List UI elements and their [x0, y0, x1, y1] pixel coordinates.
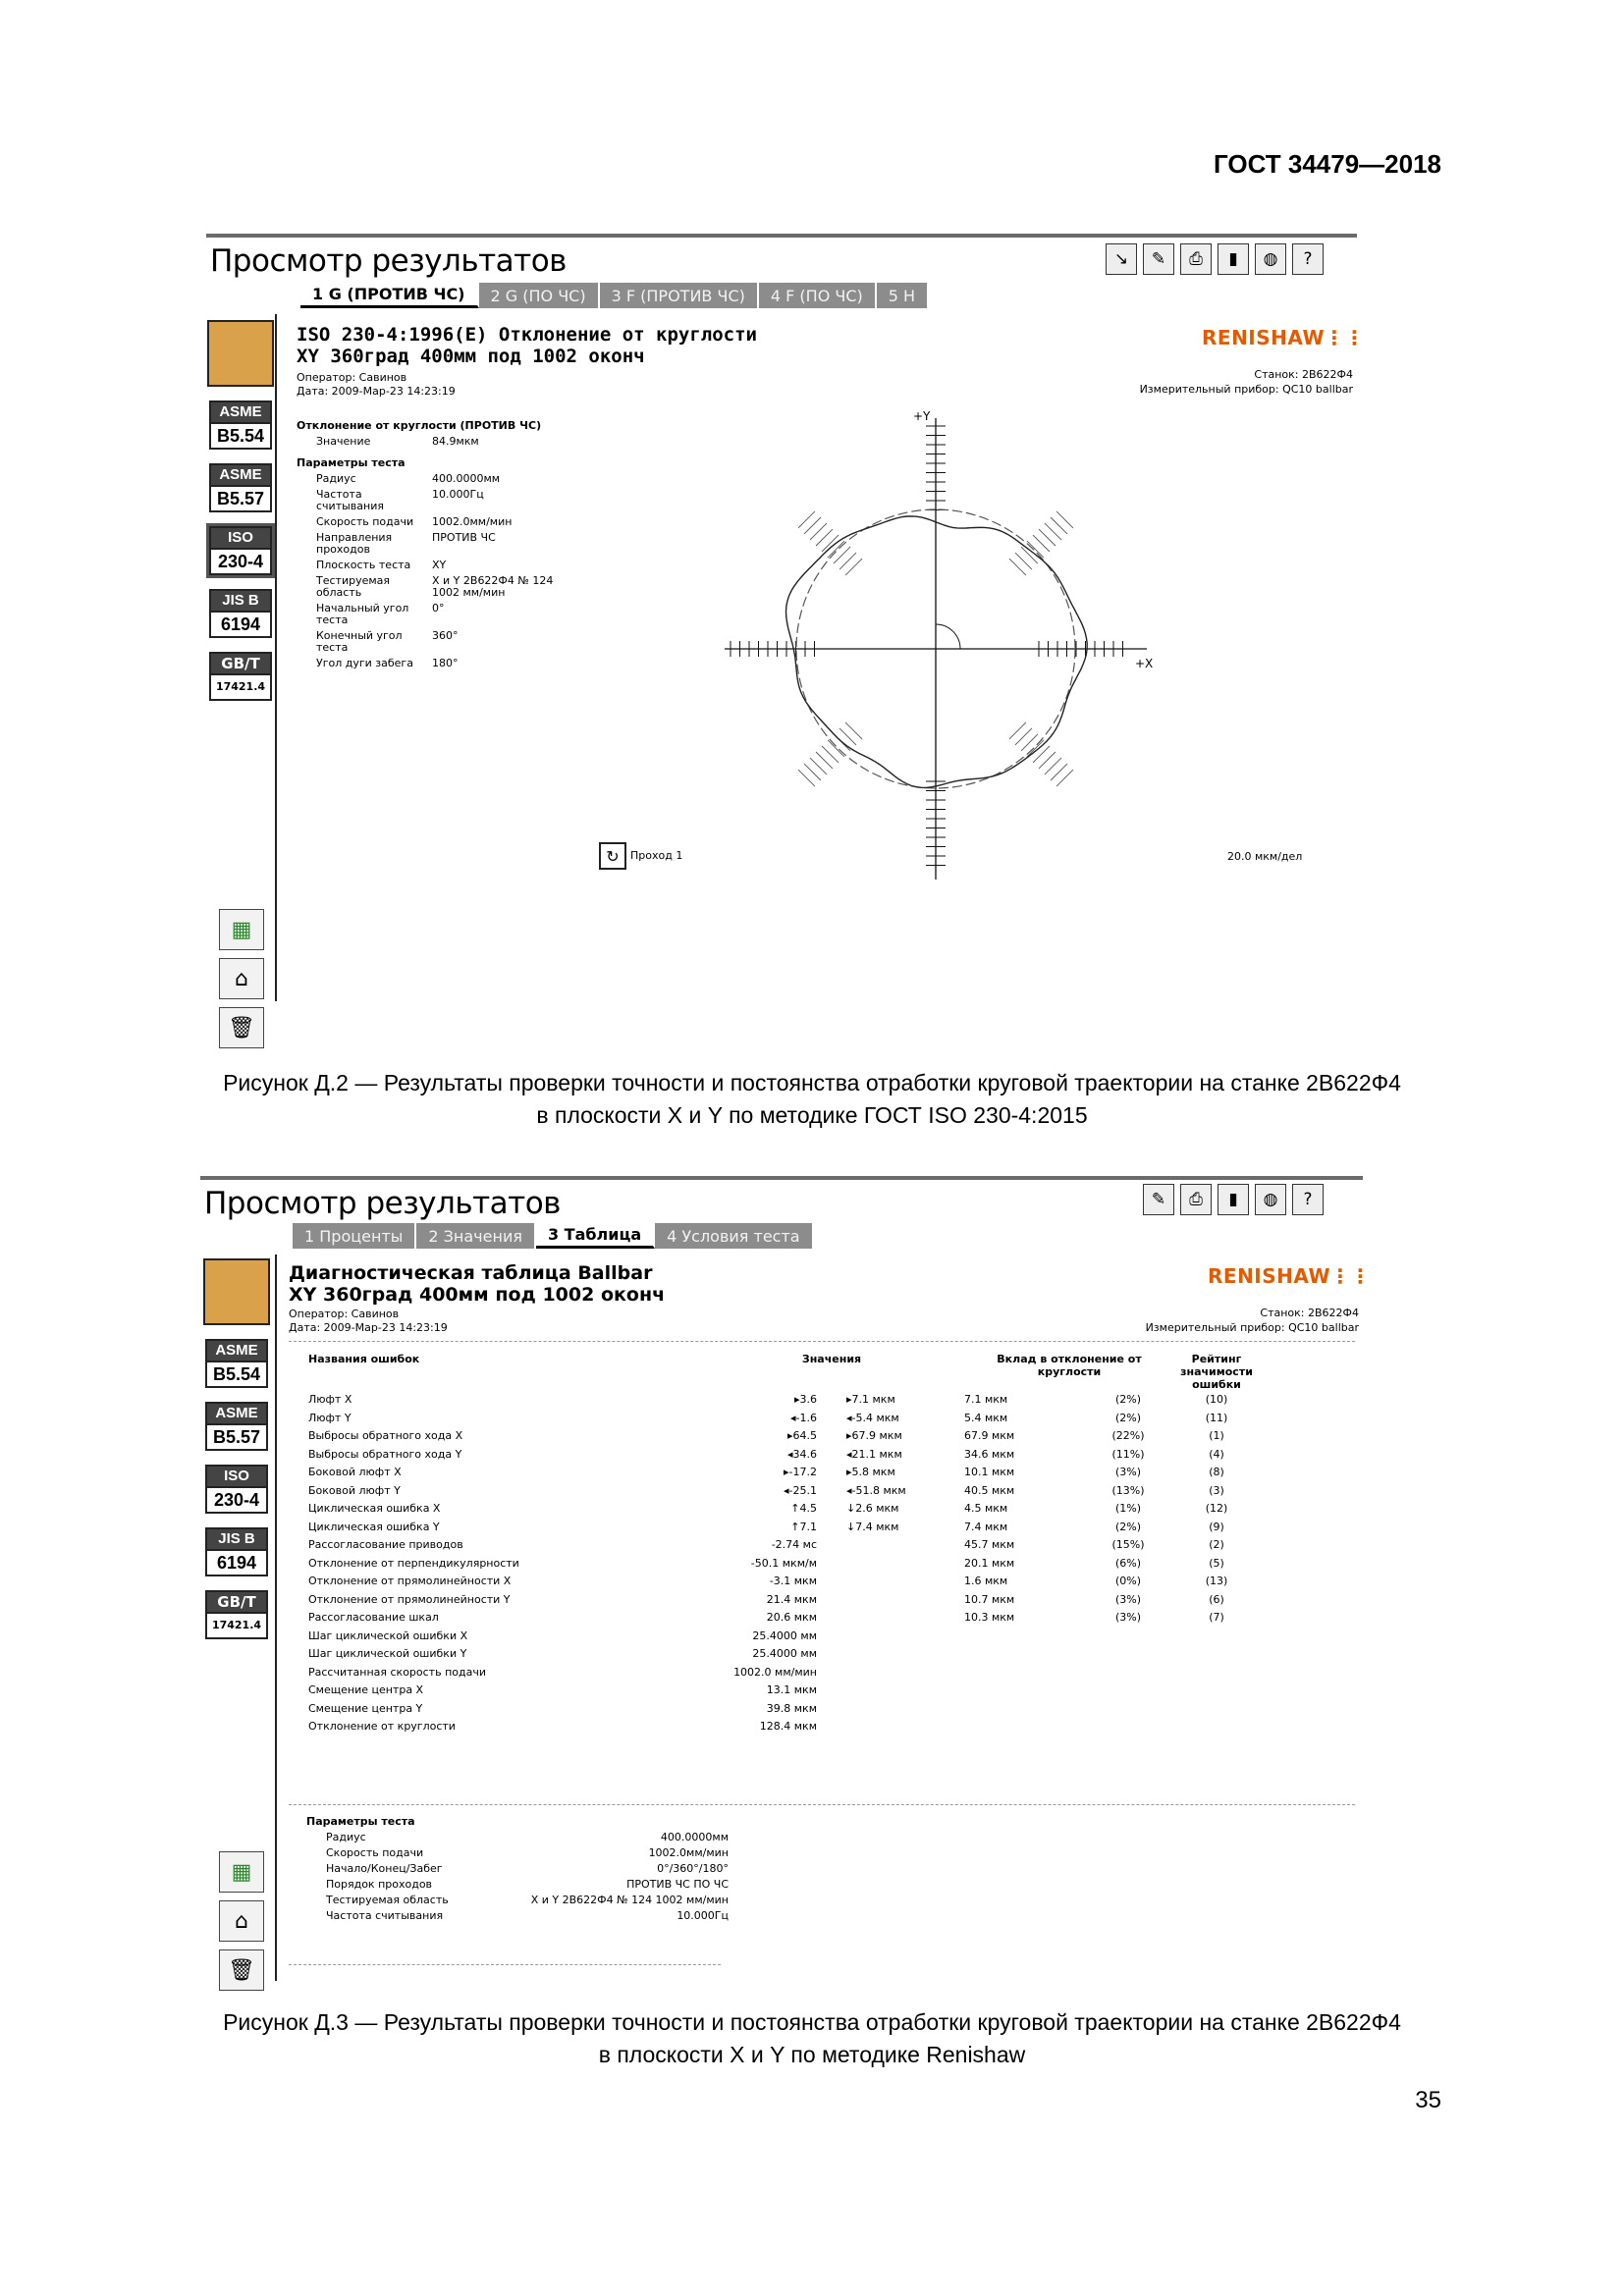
contribution-percent: (13%): [1111, 1483, 1145, 1497]
window-top-border: [200, 1176, 1363, 1180]
error-name: Выбросы обратного хода X: [308, 1429, 463, 1442]
standard-asme-b557[interactable]: [205, 1402, 268, 1451]
page-number: 35: [1415, 2087, 1441, 2113]
value-primary: ▸64.5: [786, 1429, 817, 1442]
home-icon[interactable]: ⌂: [219, 958, 264, 999]
table-row: [308, 1628, 1259, 1646]
contribution-percent: (15%): [1111, 1538, 1145, 1551]
value-secondary: [846, 1682, 964, 1700]
home-icon[interactable]: ⌂: [219, 1900, 264, 1942]
param-value: XY: [432, 559, 447, 571]
renishaw-mark-icon: ⋮⋮: [1330, 1264, 1372, 1288]
divider: [289, 1804, 1355, 1805]
param-key: Конечный угол теста: [316, 629, 403, 654]
value-secondary: ◂-51.8 мкм: [846, 1483, 906, 1497]
table-row: [308, 1609, 1259, 1628]
standard-gbt-17421[interactable]: [209, 652, 272, 701]
standard-number: B5.57: [211, 485, 270, 510]
param-key: Радиус: [316, 472, 356, 485]
table-row: [308, 1682, 1259, 1700]
test-tabs: [300, 283, 929, 308]
window-top-border: [206, 234, 1357, 238]
standard-label: GB/T: [211, 654, 270, 673]
tab-table[interactable]: 3 Таблица: [536, 1223, 655, 1249]
error-name: Люфт X: [308, 1393, 352, 1406]
rank-value: (13): [1205, 1575, 1228, 1587]
printer-icon[interactable]: ⎙: [1180, 243, 1212, 275]
rank-value: (2): [1209, 1538, 1224, 1551]
machine-meta: [1146, 1306, 1359, 1335]
rank-value: (3): [1209, 1483, 1224, 1497]
param-value: 1002.0мм/мин: [432, 515, 513, 528]
standard-number: B5.54: [211, 422, 270, 448]
param-key: Начало/Конец/Забег: [326, 1862, 443, 1875]
figure-2-window: [200, 1176, 1372, 1987]
param-value: ПРОТИВ ЧС: [432, 531, 496, 544]
trash-icon[interactable]: 🗑: [219, 1007, 264, 1048]
rank-value: (9): [1209, 1520, 1224, 1533]
standard-number: 230-4: [207, 1486, 266, 1512]
contribution-percent: (11%): [1111, 1447, 1145, 1461]
help-icon[interactable]: ?: [1292, 243, 1324, 275]
contribution-percent: [1082, 1664, 1174, 1682]
contribution-value: [964, 1718, 1082, 1736]
pass-label: Проход 1: [630, 849, 683, 862]
table-row: [308, 1464, 1259, 1482]
value-secondary: [846, 1700, 964, 1719]
pen-stats-icon[interactable]: ✎: [1143, 243, 1174, 275]
caption-line: Рисунок Д.2 — Результаты проверки точности и постоянства отработки круговой траектории на станке 2В622Ф4: [223, 1070, 1401, 1095]
tab-test-conditions[interactable]: 4 Условия теста: [655, 1223, 813, 1249]
value-secondary: ▸67.9 мкм: [846, 1429, 902, 1442]
param-key: Тестируемая область: [326, 1894, 449, 1906]
rank-value: [1174, 1628, 1259, 1646]
machine-logo-icon[interactable]: [207, 320, 274, 387]
value-primary: 25.4000 мм: [752, 1629, 817, 1642]
toolbar: [1106, 243, 1324, 275]
contribution-value: [964, 1645, 1082, 1664]
standard-label: ASME: [207, 1341, 266, 1361]
contribution-value: [964, 1700, 1082, 1719]
contribution-value: [964, 1682, 1082, 1700]
view-tabs: [293, 1223, 814, 1249]
renishaw-logo: [1202, 326, 1365, 349]
contribution-value: 10.3 мкм: [964, 1611, 1015, 1624]
standard-number: 17421.4: [207, 1612, 266, 1637]
param-value: 360°: [432, 629, 459, 642]
value-primary: 1002.0 мм/мин: [733, 1665, 817, 1679]
param-key: Значение: [316, 435, 371, 448]
window-title: Просмотр результатов: [204, 1186, 561, 1221]
value-secondary: ◂21.1 мкм: [846, 1447, 902, 1461]
standard-jis-b6194[interactable]: [209, 589, 272, 638]
params-header: Параметры теста: [306, 1815, 415, 1828]
param-key: Частота считывания: [316, 488, 384, 512]
machine-line: Станок: 2В622Ф4: [1260, 1307, 1359, 1319]
standard-label: JIS B: [207, 1529, 266, 1549]
contribution-percent: (3%): [1114, 1611, 1142, 1624]
report-title: [289, 1262, 665, 1306]
standard-iso-230-4[interactable]: [205, 1465, 268, 1514]
standard-asme-b554[interactable]: [209, 400, 272, 450]
report-title-line-1: ISO 230-4:1996(E) Отклонение от круглости: [297, 324, 757, 346]
value-primary: ↑7.1: [790, 1520, 817, 1533]
standard-label: ISO: [211, 528, 270, 548]
tab-values[interactable]: 2 Значения: [416, 1223, 536, 1249]
error-name: Отклонение от перпендикулярности: [308, 1556, 519, 1570]
axis-y-label: +Y: [913, 409, 931, 423]
value-primary: ↑4.5: [790, 1502, 817, 1515]
error-name: Шаг циклической ошибки Y: [308, 1647, 467, 1660]
contribution-percent: (2%): [1114, 1393, 1142, 1406]
col-error-names: Названия ошибок: [308, 1353, 420, 1365]
report-title-line-2: XY 360град 400мм под 1002 оконч: [297, 346, 645, 367]
value-primary: 20.6 мкм: [766, 1611, 817, 1624]
value-secondary: [846, 1609, 964, 1628]
diagnostic-table: [308, 1353, 1259, 1736]
contribution-percent: [1082, 1628, 1174, 1646]
contribution-value: 10.1 мкм: [964, 1466, 1015, 1478]
report-title-line-1: Диагностическая таблица Ballbar: [289, 1262, 653, 1284]
plot-scale: 20.0 мкм/дел: [1227, 850, 1303, 863]
tab-2g-cw[interactable]: 2 G (ПО ЧС): [479, 283, 600, 308]
param-value: 400.0000мм: [660, 1831, 729, 1843]
value-primary: 21.4 мкм: [766, 1592, 817, 1606]
standard-asme-b554[interactable]: [205, 1339, 268, 1388]
help-icon[interactable]: ?: [1292, 1184, 1324, 1215]
param-key: Тестируемая область: [316, 574, 391, 599]
caption-figure-1: [118, 1067, 1506, 1132]
param-value: 10.000Гц: [432, 488, 484, 501]
toolbar: [1143, 1184, 1324, 1215]
caption-line: Рисунок Д.3 — Результаты проверки точности и постоянства отработки круговой траектории на станке 2В622Ф4: [223, 2009, 1401, 2035]
value-primary: -3.1 мкм: [769, 1575, 817, 1587]
contribution-value: 34.6 мкм: [964, 1447, 1015, 1461]
contribution-value: [964, 1628, 1082, 1646]
refresh-icon[interactable]: ↻: [599, 842, 626, 870]
machine-logo-icon[interactable]: [203, 1258, 270, 1325]
param-value: ПРОТИВ ЧС ПО ЧС: [626, 1878, 729, 1891]
contribution-value: 10.7 мкм: [964, 1592, 1015, 1606]
document-code: ГОСТ 34479—2018: [1214, 149, 1441, 179]
standard-label: JIS B: [211, 591, 270, 611]
param-value: 180°: [432, 657, 459, 669]
contribution-value: 45.7 мкм: [964, 1538, 1015, 1551]
plot-axes: [725, 418, 1147, 880]
globe-icon[interactable]: ◍: [1255, 243, 1286, 275]
tab-percentages[interactable]: 1 Проценты: [293, 1223, 416, 1249]
instrument-line: Измерительный прибор: QC10 ballbar: [1139, 383, 1353, 396]
standard-iso-230-4[interactable]: [209, 526, 272, 575]
error-name: Циклическая ошибка X: [308, 1502, 441, 1515]
contribution-percent: (2%): [1114, 1411, 1142, 1424]
param-key: Плоскость теста: [316, 559, 411, 571]
error-name: Отклонение от прямолинейности X: [308, 1575, 512, 1587]
value-primary: ▸-17.2: [784, 1466, 817, 1478]
sidebar-divider: [275, 1255, 277, 1981]
axis-x-label: +X: [1135, 657, 1154, 670]
param-key: Угол дуги забега: [316, 657, 413, 669]
standard-number: B5.57: [207, 1423, 266, 1449]
error-name: Люфт Y: [308, 1411, 352, 1424]
table-header: [308, 1353, 1259, 1391]
trash-icon[interactable]: 🗑: [219, 1949, 264, 1991]
table-row: [308, 1482, 1259, 1501]
brand-name: RENISHAW: [1202, 326, 1326, 349]
contribution-percent: [1082, 1700, 1174, 1719]
standards-sidebar: [202, 1258, 271, 1653]
value-secondary: ▸5.8 мкм: [846, 1466, 895, 1478]
deviation-header: Отклонение от круглости (ПРОТИВ ЧС): [297, 419, 542, 432]
standard-number: B5.54: [207, 1361, 266, 1386]
table-row: [308, 1536, 1259, 1555]
contribution-percent: (0%): [1114, 1575, 1142, 1587]
sidebar-divider: [275, 314, 277, 1001]
contribution-value: 7.4 мкм: [964, 1520, 1008, 1533]
contribution-value: 1.6 мкм: [964, 1575, 1008, 1587]
caption-line: в плоскости X и Y по методике Renishaw: [598, 2042, 1026, 2067]
chart-icon[interactable]: ▦: [219, 909, 264, 950]
table-row: [308, 1718, 1259, 1736]
printer-icon[interactable]: ⎙: [1180, 1184, 1212, 1215]
caption-line: в плоскости X и Y по методике ГОСТ ISO 230-4:2015: [536, 1102, 1088, 1128]
error-name: Циклическая ошибка Y: [308, 1520, 440, 1533]
contribution-percent: (2%): [1114, 1520, 1142, 1533]
standard-label: ASME: [211, 465, 270, 485]
chart-icon[interactable]: ▦: [219, 1851, 264, 1893]
table-row: [308, 1664, 1259, 1682]
value-secondary: [846, 1591, 964, 1610]
param-key: Начальный угол теста: [316, 602, 409, 626]
standard-label: ISO: [207, 1467, 266, 1486]
rank-value: (8): [1209, 1466, 1224, 1478]
nav-buttons: [216, 909, 267, 1056]
col-rank: Рейтинг значимости ошибки: [1180, 1353, 1253, 1391]
table-row: [308, 1700, 1259, 1719]
error-name: Смещение центра X: [308, 1683, 424, 1696]
value-primary: ◂-1.6: [790, 1411, 817, 1424]
rank-value: (7): [1209, 1611, 1224, 1624]
contribution-percent: (3%): [1114, 1592, 1142, 1606]
report-title-line-2: XY 360град 400мм под 1002 оконч: [289, 1284, 666, 1306]
rank-value: (4): [1209, 1447, 1224, 1461]
table-row: [308, 1555, 1259, 1574]
standard-number: 17421.4: [211, 673, 270, 699]
value-secondary: [846, 1628, 964, 1646]
standard-label: ASME: [207, 1404, 266, 1423]
contribution-value: 20.1 мкм: [964, 1556, 1015, 1570]
params-header: Параметры теста: [297, 456, 406, 469]
table-row: [308, 1446, 1259, 1465]
value-primary: -50.1 мкм/м: [750, 1556, 817, 1570]
rank-value: (5): [1209, 1556, 1224, 1570]
contribution-value: 40.5 мкм: [964, 1483, 1015, 1497]
pass-control[interactable]: [599, 842, 682, 870]
rank-value: [1174, 1700, 1259, 1719]
value-secondary: [846, 1664, 964, 1682]
contribution-percent: [1082, 1645, 1174, 1664]
error-name: Боковой люфт X: [308, 1466, 402, 1478]
table-row: [308, 1410, 1259, 1428]
rank-value: (10): [1205, 1393, 1228, 1406]
value-secondary: [846, 1718, 964, 1736]
value-primary: ◂34.6: [786, 1447, 817, 1461]
param-key: Направления проходов: [316, 531, 393, 556]
contribution-percent: (3%): [1114, 1466, 1142, 1478]
value-secondary: [846, 1573, 964, 1591]
value-secondary: ↓7.4 мкм: [846, 1520, 899, 1533]
error-name: Отклонение от прямолинейности Y: [308, 1592, 511, 1606]
divider: [289, 1964, 721, 1965]
center-arc: [936, 624, 960, 649]
caption-figure-2: [118, 2006, 1506, 2071]
contribution-value: 7.1 мкм: [964, 1393, 1008, 1406]
value-primary: 13.1 мкм: [766, 1683, 817, 1696]
param-key: Скорость подачи: [326, 1846, 424, 1859]
value-secondary: [846, 1645, 964, 1664]
contribution-value: 5.4 мкм: [964, 1411, 1008, 1424]
param-value: X и Y 2В622Ф4 № 124 1002 мм/мин: [432, 574, 554, 599]
date-line: Дата: 2009-Мар-23 14:23:19: [297, 385, 456, 398]
col-values: Значения: [801, 1353, 862, 1365]
standard-label: GB/T: [207, 1592, 266, 1612]
window-title: Просмотр результатов: [210, 243, 567, 279]
standard-asme-b557[interactable]: [209, 463, 272, 512]
renishaw-logo: [1208, 1264, 1371, 1288]
value-secondary: ◂-5.4 мкм: [846, 1411, 899, 1424]
results-params: [297, 418, 581, 671]
value-primary: ◂-25.1: [784, 1483, 817, 1497]
date-line: Дата: 2009-Мар-23 14:23:19: [289, 1321, 448, 1334]
param-key: Радиус: [326, 1831, 366, 1843]
pen-stats-icon[interactable]: ✎: [1143, 1184, 1174, 1215]
standard-jis-b6194[interactable]: [205, 1527, 268, 1576]
rank-value: (11): [1205, 1411, 1228, 1424]
error-name: Выбросы обратного хода Y: [308, 1447, 462, 1461]
contribution-percent: (22%): [1111, 1429, 1145, 1442]
pointer-icon[interactable]: ↘: [1106, 243, 1137, 275]
save-icon[interactable]: ▮: [1218, 1184, 1249, 1215]
divider: [289, 1341, 1355, 1342]
value-secondary: ↓2.6 мкм: [846, 1502, 899, 1515]
operator-line: Оператор: Савинов: [289, 1308, 400, 1320]
value-secondary: [846, 1536, 964, 1555]
error-name: Отклонение от круглости: [308, 1720, 456, 1733]
col-contribution: Вклад в отклонение от круглости: [997, 1353, 1142, 1378]
roundness-plot: [725, 408, 1176, 899]
error-name: Рассогласование приводов: [308, 1538, 463, 1551]
rank-value: [1174, 1682, 1259, 1700]
rank-value: (1): [1209, 1429, 1224, 1442]
param-value: 84.9мкм: [432, 435, 479, 448]
operator-line: Оператор: Савинов: [297, 371, 407, 384]
table-row: [308, 1645, 1259, 1664]
standard-number: 6194: [207, 1549, 266, 1575]
param-value: 1002.0мм/мин: [648, 1846, 729, 1859]
error-name: Шаг циклической ошибки X: [308, 1629, 468, 1642]
standard-number: 6194: [211, 611, 270, 636]
table-row: [308, 1591, 1259, 1610]
value-primary: ▸3.6: [793, 1393, 817, 1406]
axis-ticks: [731, 426, 1123, 866]
table-row: [308, 1519, 1259, 1537]
contribution-percent: [1082, 1682, 1174, 1700]
standard-gbt-17421[interactable]: [205, 1590, 268, 1639]
standards-sidebar: [206, 320, 275, 715]
param-key: Порядок проходов: [326, 1878, 433, 1891]
param-value: 0°: [432, 602, 445, 614]
contribution-percent: (6%): [1114, 1556, 1142, 1570]
rank-value: (12): [1205, 1502, 1228, 1515]
standard-label: ASME: [211, 402, 270, 422]
contribution-value: 4.5 мкм: [964, 1502, 1008, 1515]
rank-value: (6): [1209, 1592, 1224, 1606]
value-secondary: ▸7.1 мкм: [846, 1393, 895, 1406]
table-row: [308, 1573, 1259, 1591]
tab-5h[interactable]: 5 H: [877, 283, 929, 308]
machine-meta: [1140, 367, 1353, 397]
error-name: Рассогласование шкал: [308, 1611, 439, 1624]
error-name: Смещение центра Y: [308, 1701, 423, 1715]
value-primary: 128.4 мкм: [759, 1720, 817, 1733]
renishaw-mark-icon: ⋮⋮: [1325, 326, 1366, 349]
table-row: [308, 1500, 1259, 1519]
save-icon[interactable]: ▮: [1218, 243, 1249, 275]
rank-value: [1174, 1664, 1259, 1682]
param-value: 0°/360°/180°: [657, 1862, 729, 1875]
error-name: Боковой люфт Y: [308, 1483, 401, 1497]
contribution-percent: (1%): [1114, 1502, 1142, 1515]
param-key: Частота считывания: [326, 1909, 444, 1922]
param-value: 10.000Гц: [677, 1909, 729, 1922]
contribution-value: [964, 1664, 1082, 1682]
tab-1g-ccw[interactable]: 1 G (ПРОТИВ ЧС): [300, 283, 479, 308]
standard-number: 230-4: [211, 548, 270, 573]
tab-3f-ccw[interactable]: 3 F (ПРОТИВ ЧС): [600, 283, 759, 308]
value-primary: -2.74 мс: [771, 1538, 817, 1551]
globe-icon[interactable]: ◍: [1255, 1184, 1286, 1215]
value-primary: 25.4000 мм: [752, 1647, 817, 1660]
error-name: Рассчитанная скорость подачи: [308, 1665, 486, 1679]
tab-4f-cw[interactable]: 4 F (ПО ЧС): [759, 283, 877, 308]
report-title: [297, 324, 757, 367]
instrument-line: Измерительный прибор: QC10 ballbar: [1145, 1321, 1359, 1334]
rank-value: [1174, 1645, 1259, 1664]
value-secondary: [846, 1555, 964, 1574]
nav-buttons: [216, 1851, 267, 1999]
brand-name: RENISHAW: [1208, 1264, 1331, 1288]
param-value: X и Y 2В622Ф4 № 124 1002 мм/мин: [530, 1894, 729, 1906]
contribution-value: 67.9 мкм: [964, 1429, 1015, 1442]
param-key: Скорость подачи: [316, 515, 414, 528]
table-row: [308, 1427, 1259, 1446]
value-primary: 39.8 мкм: [766, 1701, 817, 1715]
test-params: [306, 1814, 729, 1924]
figure-1-window: [206, 234, 1366, 1048]
param-value: 400.0000мм: [432, 472, 501, 485]
contribution-percent: [1082, 1718, 1174, 1736]
table-row: [308, 1391, 1259, 1410]
machine-line: Станок: 2В622Ф4: [1254, 368, 1353, 381]
rank-value: [1174, 1718, 1259, 1736]
